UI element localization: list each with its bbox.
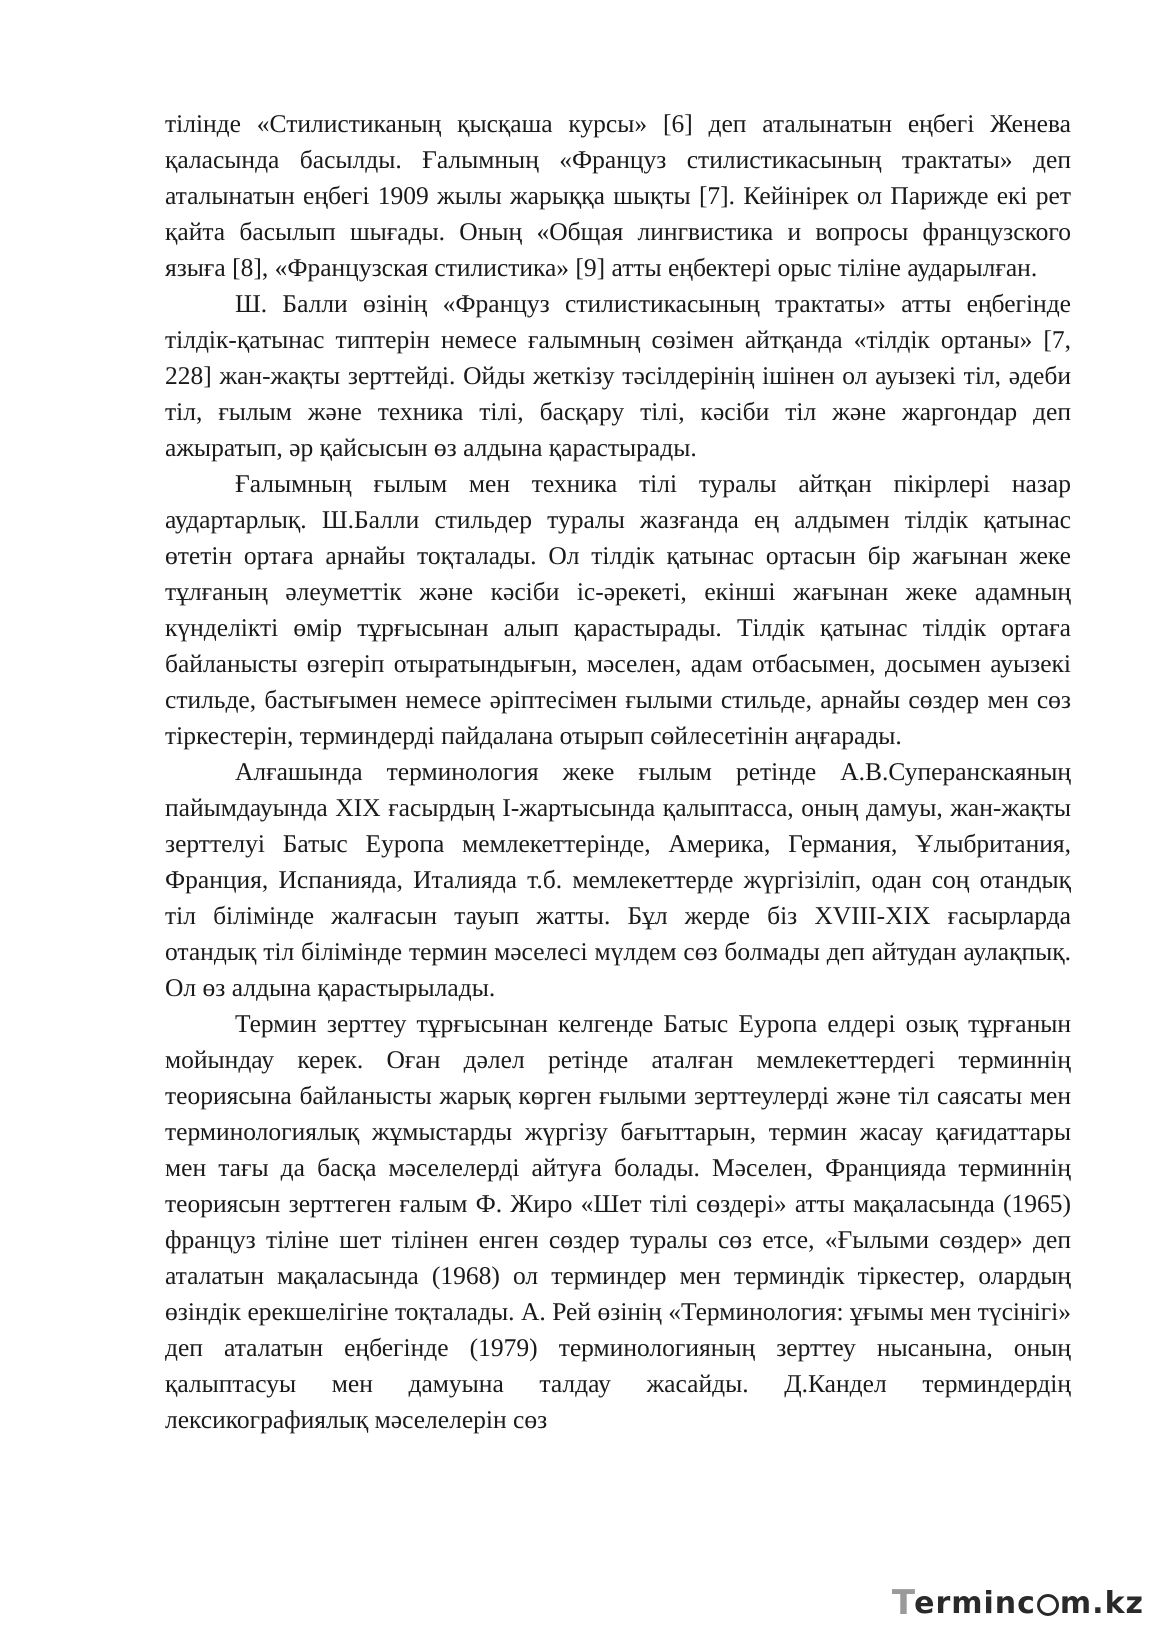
paragraph-5: Термин зерттеу тұрғысынан келгенде Батыс Еуропа елдері озық тұрғанын мойындау керек. Оған дәлел ретінде аталған мемлекеттердегі терминнің теориясына байланысты жарық көрген ғылыми зерттеулерді және тіл саясаты мен терминологиялық жұмыстарды жүргізу бағыттарын, термин жасау қағидаттары мен тағы да басқа мәселелерді айтуға болады. Мәселен, Францияда терминнің теориясын зерттеген ғалым Ф. Жиро «Шет тілі сөздері» атты мақаласында (1965) француз тіліне шет тілінен енген сөздер туралы сөз етсе, «Ғылыми сөздер» деп аталатын мақаласында (1968) ол терминдер мен терминдік тіркестер, олардың өзіндік ерекшелігіне тоқталады. А. Рей өзінің «Терминология: ұғымы мен түсінігі» деп аталатын еңбегінде (1979) терминологияның зерттеу нысанына, оның қалыптасуы мен дамуына талдау жасайды. Д.Кандел терминдердің лексикографиялық мәселелерін сөз xyxy=(165,1009,1071,1434)
logo-letter-t: T xyxy=(891,1583,917,1623)
termincom-logo xyxy=(892,1583,1144,1623)
paragraph-4: Алғашында терминология жеке ғылым ретінде А.В.Суперанскаяның пайымдауында XIX ғасырдың I-жартысында қалыптасса, оның дамуы, жан-жақты зерттелуі Батыс Еуропа мемлекеттерінде, Америка, Германия, Ұлыбритания, Франция, Испанияда, Италияда т.б. мемлекеттерде жүргізіліп, одан соң отандық тіл білімінде жалғасын тауып жатты. Бұл жерде біз XVIII-XIX ғасырларда отандық тіл білімінде термин мәселесі мүлдем сөз болмады деп айтудан аулақпық. Ол өз алдына қарастырылады. xyxy=(165,757,1071,1002)
paragraph-2: Ш. Балли өзінің «Француз стилистикасының трактаты» атты еңбегінде тілдік-қатынас типтерін немесе ғалымның сөзімен айтқанда «тілдік ортаны» [7, 228] жан-жақты зерттейді. Ойды жеткізу тәсілдерінің ішінен ол ауызекі тіл, әдеби тіл, ғылым және техника тілі, басқару тілі, кәсіби тіл және жаргондар деп ажыратып, әр қайсысын өз алдына қарастырады. xyxy=(165,289,1071,462)
paragraph-1: тілінде «Стилистиканың қысқаша курсы» [6] деп аталынатын еңбегі Женева қаласында басылды. Ғалымның «Француз стилистикасының трактаты» деп аталынатын еңбегі 1909 жылы жарыққа шықты [7]. Кейінірек ол Парижде екі рет қайта басылып шығады. Оның «Общая лингвистика и вопросы французского языға [8], «Французская стилистика» [9] атты еңбектері орыс тіліне аударылған. xyxy=(165,109,1071,282)
logo-o-ring-icon xyxy=(1037,1594,1059,1616)
logo-text-part2: m.kz xyxy=(1059,1585,1144,1621)
document-body xyxy=(165,106,1071,1438)
logo-text-part1: erminc xyxy=(914,1585,1036,1621)
paragraph-3: Ғалымның ғылым мен техника тілі туралы айтқан пікірлері назар аудартарлық. Ш.Балли стильдер туралы жазғанда ең алдымен тілдік қатынас өтетін ортаға арнайы тоқталады. Ол тілдік қатынас ортасын бір жағынан жеке тұлғаның әлеуметтік және кәсіби іс-әрекеті, екінші жағынан жеке адамның күнделікті өмір тұрғысынан алып қарастырады. Тілдік қатынас тілдік ортаға байланысты өзгеріп отыратындығын, мәселен, адам отбасымен, досымен ауызекі стильде, бастығымен немесе әріптесімен ғылыми стильде, арнайы сөздер мен сөз тіркестерін, терминдерді пайдалана отырып сөйлесетінін аңғарады. xyxy=(165,469,1071,750)
